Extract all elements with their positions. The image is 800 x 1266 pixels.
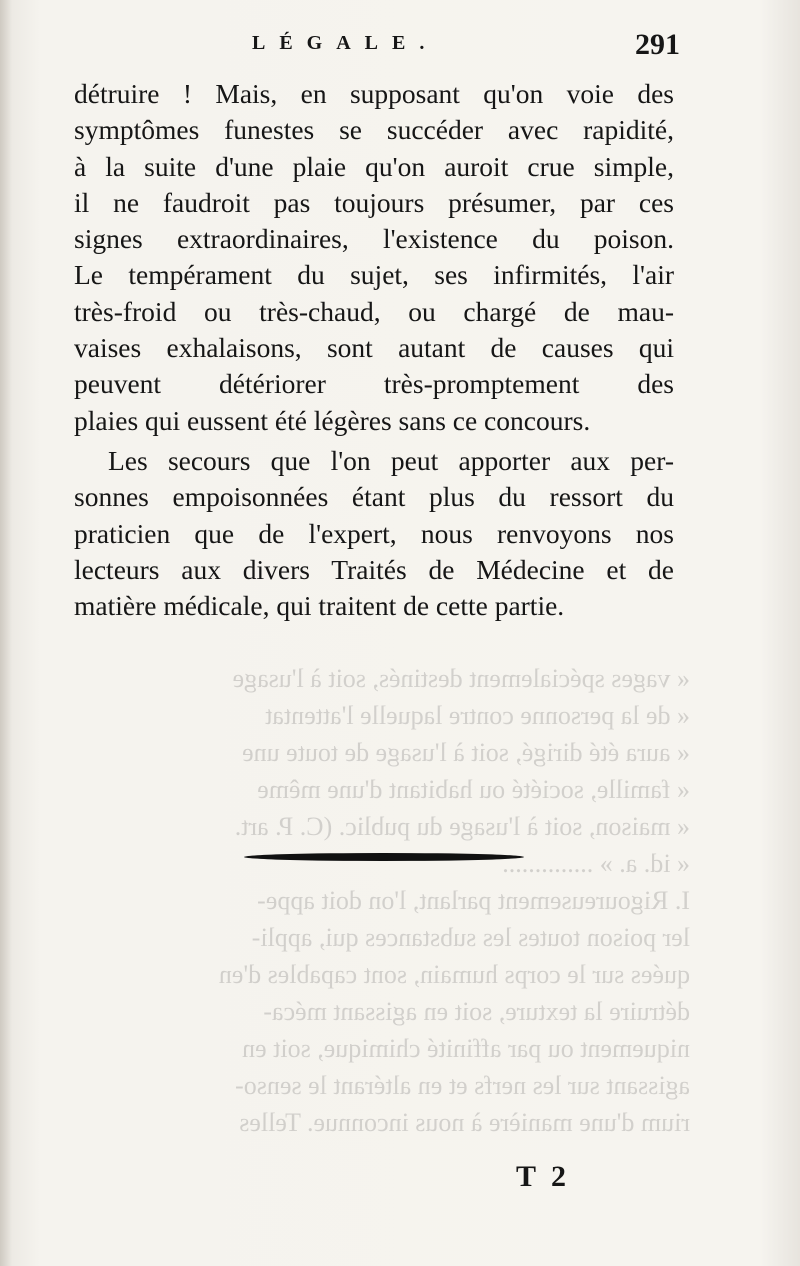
text-line: à la suite d'une plaie qu'on auroit crue simple, [74, 150, 674, 182]
paragraph-1 [74, 76, 674, 439]
section-divider-rule [244, 853, 524, 861]
page-gutter-shadow [0, 0, 12, 1266]
text-line: lecteurs aux divers Traités de Médecine et de [74, 553, 674, 585]
text-line: détruire ! Mais, en supposant qu'on voie des [74, 78, 674, 109]
text-line: matière médicale, qui traitent de cette partie. [74, 590, 565, 622]
text-line: signes extraordinaires, l'existence du poison. [74, 223, 674, 255]
paragraph-2 [74, 443, 674, 624]
text-line: vaises exhalaisons, sont autant de causes qui [74, 332, 674, 364]
page-number: 291 [635, 28, 680, 61]
text-line: praticien que de l'expert, nous renvoyons nos [74, 517, 674, 549]
text-line: sonnes empoisonnées étant plus du ressort du [74, 481, 674, 513]
text-line: peuvent détériorer très-promptement des [74, 368, 674, 400]
text-line: Le tempérament du sujet, ses infirmités, l'air [74, 259, 674, 291]
text-line: très-froid ou très-chaud, ou chargé de mau- [74, 295, 674, 327]
text-line: plaies qui eussent été légères sans ce concours. [74, 404, 591, 436]
text-line: il ne faudroit pas toujours présumer, par ces [74, 186, 674, 218]
show-through-text: « vages spécialement destinés, soit à l'usage « de la personne contre laquelle l'attentat « aura été dirigé, soit à l'usage de toute une « famille, société ou habitant d'une même « maison, soit à l'usage du public. (C. P. art. « id. a. » .............. I. Rigoureusement parlant, l'on doit appe- ler poison toutes les substances qui, appli- quées sur le corps humain, sont capables d'en détruire la texture, soit en agissant méca- niquement ou par affinité chimique, soit en agissant sur les nerfs et en altérant le senso- rium d'une manière à nous inconnue. Telles [218, 664, 690, 1137]
page-header [60, 28, 680, 68]
text-line: Les secours que l'on peut apporter aux per- [108, 444, 674, 476]
signature-mark: T 2 [516, 1160, 570, 1193]
body-text [74, 76, 674, 624]
text-line: symptômes funestes se succéder avec rapidité, [74, 114, 674, 146]
running-head: LÉGALE. [252, 32, 439, 54]
